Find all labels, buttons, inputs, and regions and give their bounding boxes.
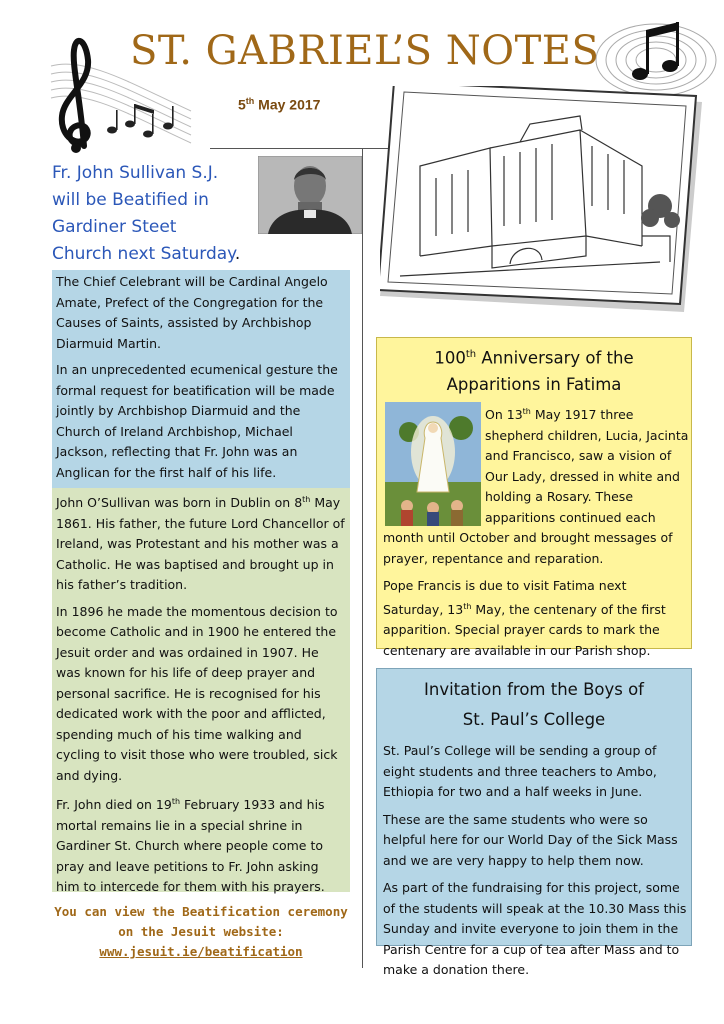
fr-john-biography <box>52 488 350 895</box>
page-title: ST. GABRIEL’S NOTES <box>130 28 600 74</box>
st-pauls-paragraph-1: St. Paul’s College will be sending a group of eight students and three teachers to Ambo, Ethiopia for two and a half weeks in June. <box>383 743 657 799</box>
jesuit-website-link[interactable]: www.jesuit.ie/beatification <box>99 944 303 959</box>
st-pauls-heading: Invitation from the Boys of St. Paul’s College <box>424 680 644 729</box>
st-pauls-paragraph-2: These are the same students who were so helpful here for our World Day of the Sick Mass and we are very happy to help them now. <box>383 811 678 868</box>
our-lady-of-fatima-image <box>385 402 481 526</box>
fr-john-portrait <box>258 156 362 234</box>
death-paragraph: Fr. John died on 19th February 1933 and his mortal remains lie in a special shrine in Gardiner St. Church where people come to pray and leave petitions to Fr. John asking him to intercede for them with his prayers. <box>56 797 325 895</box>
beatification-details <box>52 270 350 488</box>
conversion-paragraph: In 1896 he made the momentous decision to become Catholic and in 1900 he entered the Jesuit order and was ordained in 1907. He was known for his life of deep prayer and personal sacrifice. He is recognised for his dedicated work with the poor and afflicted, spending much of his time walking and cycling to visit those who were troubled, sick and dying. <box>56 603 338 783</box>
fatima-paragraph-2: Pope Francis is due to visit Fatima next Saturday, 13th May, the centenary of the first apparition. Special prayer cards to mark the centenary are available in our Parish shop. <box>383 578 666 658</box>
celebrant-paragraph: The Chief Celebrant will be Cardinal Angelo Amate, Prefect of the Congregation for the Causes of Saints, assisted by Archbishop Diarmuid Martin. <box>56 274 328 351</box>
ecumenical-paragraph: In an unprecedented ecumenical gesture the formal request for beatification will be made jointly by Archbishop Diarmuid and the Church of Ireland Archbishop, Michael Jackson, reflecting that Fr. John was an Anglican for the first half of his life. <box>56 362 338 480</box>
church-drawing <box>380 86 702 312</box>
fatima-heading: 100th Anniversary of the Apparitions in Fatima <box>434 348 634 394</box>
view-ceremony-note: You can view the Beatification ceremony on the Jesuit website: www.jesuit.ie/beatification <box>52 902 350 962</box>
st-pauls-paragraph-3: As part of the fundraising for this project, some of the students will speak at the 10.30 Mass this Sunday and invite everyone to join them in the Parish Centre for a cup of tea after Mass and to make a donation there. <box>383 880 687 977</box>
birth-paragraph: John O’Sullivan was born in Dublin on 8th May 1861. His father, the future Lord Chancellor of Ireland, was Protestant and his mother was a Catholic. He was baptised and brought up in his father’s tradition. <box>56 495 345 593</box>
beatification-headline: Fr. John Sullivan S.J. will be Beatified in Gardiner Steet Church next Saturday. <box>52 163 241 264</box>
st-pauls-invitation-box <box>376 668 692 977</box>
column-divider <box>362 148 363 968</box>
st-pauls-text <box>383 741 687 988</box>
fatima-anniversary-box <box>376 337 692 658</box>
header-divider <box>210 148 400 149</box>
issue-date: 5th May 2017 <box>238 96 321 113</box>
fatima-paragraph-1: On 13th May 1917 three shepherd children, Lucia, Jacinta and Francisco, saw a vision of Our Lady, dressed in white and holding a Rosary. These apparitions continued each month until October and brought messages of prayer, repentance and reparation. <box>383 407 689 566</box>
